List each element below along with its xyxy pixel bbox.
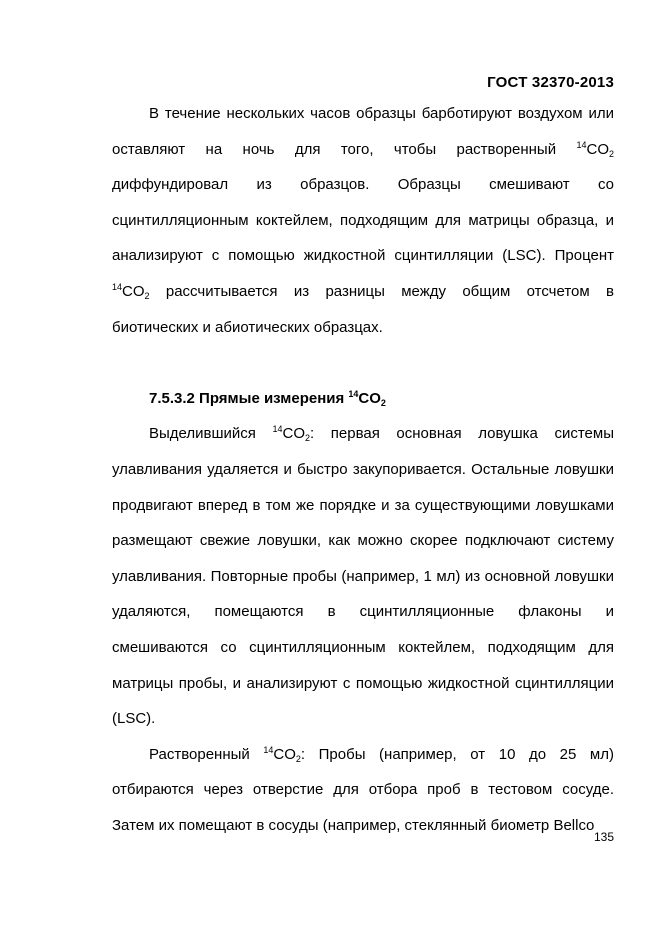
document-code: ГОСТ 32370-2013 xyxy=(487,74,614,91)
isotope-superscript: 14 xyxy=(112,281,123,292)
page-number: 135 xyxy=(593,830,614,844)
paragraph-text: диффундировал из образцов. Образцы смешивают со сцинтилляционным коктейлем, подходящим для матрицы образца, и анализируют с помощью жидкостной сцинтилляции (LSC). Процент xyxy=(112,176,614,265)
paragraph-text: : первая основная ловушка системы улавливания удаляется и быстро закупоривается. Остальные ловушки продвигают вперед в том же порядке и за существующими ловушками размещают свежие ловушки, как можно скорее подключают систему улавливания. Повторные пробы (например, 1 мл) из основной ловушки удаляются, помещаются в сцинтилляционные флаконы и смешиваются со сцинтилляционным коктейлем, подходящим для матрицы пробы, и анализируют с помощью жидкостной сцинтилляции (LSC). xyxy=(112,425,614,728)
heading-text: 7.5.3.2 Прямые измерения xyxy=(149,389,349,407)
formula-text: CO xyxy=(282,425,305,443)
formula-text: CO xyxy=(122,282,145,300)
formula-subscript: 2 xyxy=(608,148,614,159)
paragraph-text: В течение нескольких часов образцы барботируют воздухом или оставляют на ночь для того, чтобы растворенный xyxy=(112,105,614,158)
paragraph-text: Выделившийся xyxy=(149,425,273,443)
formula-text: CO xyxy=(273,745,296,763)
formula-subscript: 2 xyxy=(305,433,311,444)
isotope-superscript: 14 xyxy=(576,139,587,150)
formula-subscript: 2 xyxy=(144,290,150,301)
isotope-superscript: 14 xyxy=(263,744,274,755)
body-text xyxy=(112,96,614,843)
isotope-superscript: 14 xyxy=(272,424,283,435)
heading-formula: CO xyxy=(358,389,381,407)
paragraph-evolved-co2 xyxy=(112,416,614,736)
section-heading xyxy=(112,345,614,416)
paragraph-dissolved-co2 xyxy=(112,737,614,844)
paragraph-aeration xyxy=(112,96,614,345)
heading-superscript: 14 xyxy=(348,388,359,399)
formula-subscript: 2 xyxy=(295,753,301,764)
paragraph-text: Растворенный xyxy=(149,745,264,763)
paragraph-text: рассчитывается из разницы между общим отсчетом в биотических и абиотических образцах. xyxy=(112,282,614,336)
heading-subscript: 2 xyxy=(380,397,386,408)
formula-text: CO xyxy=(586,140,609,158)
paragraph-text: : Пробы (например, от 10 до 25 мл) отбираются через отверстие для отбора проб в тестовом сосуде. Затем их помещают в сосуды (например, стеклянный биометр Bellco xyxy=(112,745,614,834)
